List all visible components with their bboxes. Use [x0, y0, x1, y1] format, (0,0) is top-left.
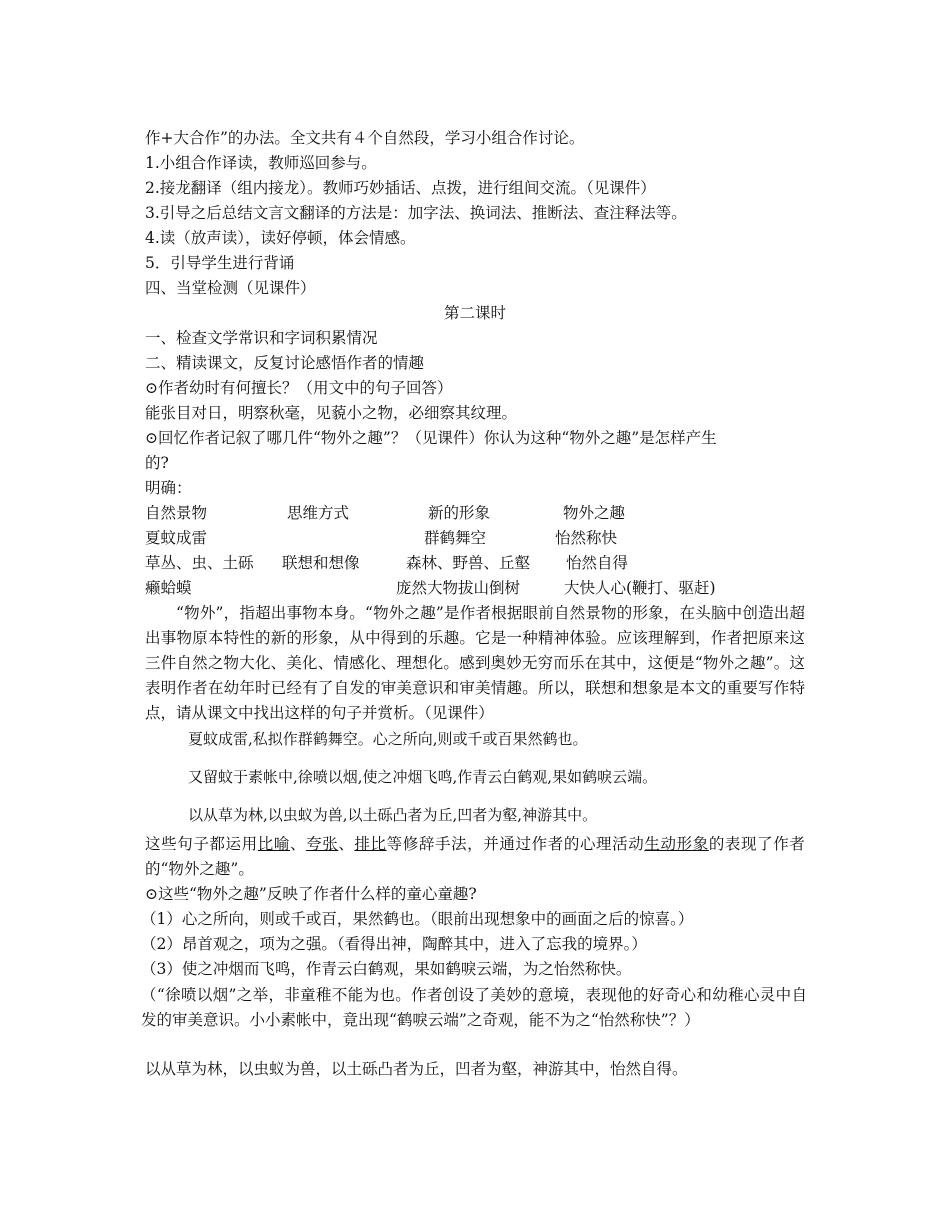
- section-title: 第二课时: [443, 304, 506, 322]
- explanation-paragraph: “物外”，指超出事物本身。“物外之趣”是作者根据眼前自然景物的形象，在头脑中创造出超出事物原本特性的新的形象，从中得到的乐趣。它是一种精神体验。应该理解到，作者把原来这三件自然之物大化、美化、情感化、理想化。感到奥妙无穷而乐在其中，这便是“物外之趣”。这表明作者在幼年时已经有了自发的审美意识和审美情趣。所以，联想和想象是本文的重要写作特点，请从课文中找出这样的句子并赏析。（见课件）: [145, 604, 805, 722]
- table-cell: 草丛、虫、土砾: [145, 554, 254, 572]
- text-line: 一、检查文学常识和字词积累情况: [145, 329, 378, 347]
- table-cell: 怡然自得: [566, 554, 629, 572]
- quote-line: 以从草为林,以虫蚁为兽,以土砾凸者为丘,凹者为壑,神游其中。: [188, 806, 598, 824]
- text-line: 4.读（放声读），读好停顿，体会情感。: [145, 229, 416, 247]
- quote-line: 又留蚊于素帐中,徐喷以烟,使之冲烟飞鸣,作青云白鹤观,果如鹤唳云端。: [188, 768, 658, 786]
- table-cell: 夏蚊成雷: [145, 529, 208, 547]
- summary-text: 的表现了作者的“物外之趣”。: [145, 835, 805, 878]
- summary-paragraph: [145, 832, 805, 882]
- underlined-term: 比喻: [257, 835, 290, 853]
- table-header: 自然景物: [145, 504, 208, 522]
- underlined-term: 夸张: [306, 835, 339, 853]
- table-header: 新的形象: [428, 504, 491, 522]
- text-line: 1.小组合作译读，教师巡回参与。: [145, 154, 377, 172]
- note-paragraph: （“徐喷以烟”之举，非童稚不能为也。作者创设了美妙的意境，表现他的好奇心和幼稚心灵中自发的审美意识。小小素帐中，竟出现“鹤唳云端”之奇观，能不为之“怡然称快”？）: [141, 986, 807, 1029]
- question-1: ⊙作者幼时有何擅长？（用文中的句子回答）: [145, 379, 453, 397]
- table-header: 物外之趣: [563, 504, 626, 522]
- summary-text: 这些句子都运用: [145, 835, 258, 853]
- table-cell: 庞然大物拔山倒树: [396, 579, 521, 597]
- question-2: ⊙回忆作者记叙了哪几件“物外之趣”？（见课件）你认为这种“物外之趣”是怎样产生: [145, 429, 717, 447]
- table-cell: 大快人心(鞭打、驱赶): [564, 579, 716, 597]
- text-line: 四、当堂检测（见课件）: [145, 279, 316, 297]
- answer-line: （2）昂首观之，项为之强。（看得出神，陶醉其中，进入了忘我的境界。）: [141, 935, 647, 953]
- underlined-term: 生动形象: [644, 835, 709, 853]
- table-cell: 群鹤舞空: [424, 529, 487, 547]
- summary-text: 等修辞手法，并通过作者的心理活动: [386, 835, 645, 853]
- text-line: 作+大合作”的办法。全文共有４个自然段，学习小组合作讨论。: [145, 129, 585, 147]
- mingque-label: 明确：: [145, 479, 192, 497]
- question-3: ⊙这些“物外之趣”反映了作者什么样的童心童趣?: [145, 885, 477, 903]
- text-line: 二、精读课文，反复讨论感悟作者的情趣: [145, 354, 425, 372]
- text-line: 2.接龙翻译（组内接龙）。教师巧妙插话、点拨，进行组间交流。（见课件）: [145, 179, 656, 197]
- summary-text: 、: [338, 835, 355, 853]
- text-line: 以从草为林，以虫蚁为兽，以土砾凸者为丘，凹者为壑，神游其中，怡然自得。: [145, 1060, 688, 1078]
- answer-line: （1）心之所向，则或千或百，果然鹤也。（眼前出现想象中的画面之后的惊喜。）: [141, 910, 694, 928]
- table-header: 思维方式: [287, 504, 350, 522]
- table-cell: 怡然称快: [555, 529, 618, 547]
- table-cell: 联想和想像: [282, 554, 360, 572]
- summary-text: 、: [289, 835, 307, 853]
- question-2-cont: 的?: [145, 454, 169, 472]
- table-cell: 森林、野兽、丘壑: [406, 554, 531, 572]
- answer-1: 能张目对日，明察秋毫，见藐小之物，必细察其纹理。: [145, 404, 518, 422]
- underlined-term: 排比: [354, 835, 387, 853]
- text-line: 5．引导学生进行背诵: [145, 254, 295, 272]
- answer-line: （3）使之冲烟而飞鸣，作青云白鹤观，果如鹤唳云端，为之怡然称快。: [141, 960, 632, 978]
- text-line: 3.引导之后总结文言文翻译的方法是：加字法、换词法、推断法、查注释法等。: [145, 204, 687, 222]
- quote-line: 夏蚊成雷,私拟作群鹤舞空。心之所向,则或千或百果然鹤也。: [188, 730, 588, 748]
- table-cell: 癞蛤蟆: [145, 579, 192, 597]
